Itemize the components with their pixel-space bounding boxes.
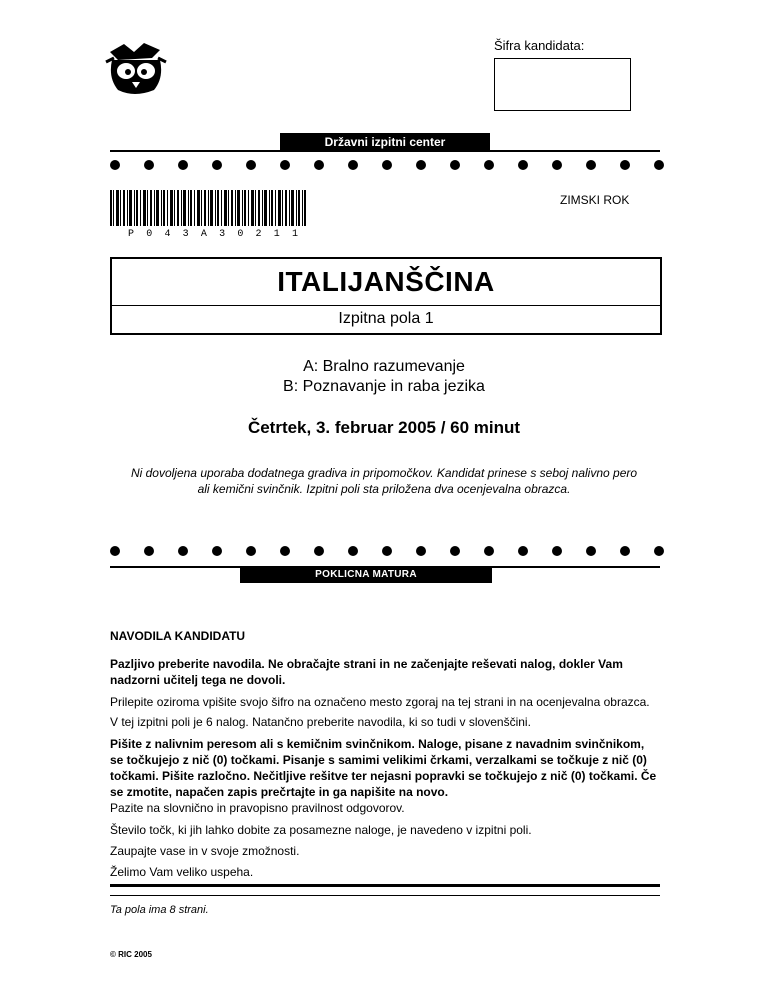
- instruction-paragraph: Prilepite oziroma vpišite svojo šifro na označeno mesto zgoraj na tej strani in na ocenjevalna obrazca.: [110, 695, 650, 709]
- exam-note-line: Ni dovoljena uporaba dodatnega gradiva in pripomočkov. Kandidat prinese s seboj nalivno pero: [130, 466, 638, 480]
- barcode-icon: [110, 190, 306, 226]
- instruction-paragraph: Želimo Vam veliko uspeha.: [110, 865, 254, 879]
- exam-session-label: ZIMSKI ROK: [560, 193, 630, 207]
- copyright: © RIC 2005: [110, 950, 152, 959]
- dot-row-bottom: [109, 545, 665, 557]
- exam-subtitle: Izpitna pola 1: [338, 310, 434, 327]
- barcode-digit: 0: [237, 229, 244, 240]
- instruction-paragraph: Pazite na slovnično in pravopisno pravilnost odgovorov.: [110, 801, 405, 815]
- exam-date: Četrtek, 3. februar 2005 / 60 minut: [247, 418, 521, 437]
- page-count-note: Ta pola ima 8 strani.: [110, 904, 209, 916]
- dot-row-top: [109, 159, 665, 171]
- instruction-paragraph: Pišite z nalivnim peresom ali s kemičnim svinčnikom. Naloge, pisane z navadnim svinčnikom, se točkujejo z nič (0) točkami. Pisanje s samimi velikimi črkami, verzalkami se točkuje z nič (0) točkami. Pišite razločno. Nečitljive rešitve ter nejasni popravki se točkujejo z nič (0) točkami. Če se zmotite, napačen zapis prečrtajte in ga napišite na novo.: [110, 737, 657, 799]
- exam-title: ITALIJANŠČINA: [277, 266, 495, 297]
- matura-label: POKLICNA MATURA: [240, 566, 492, 583]
- instruction-paragraph: V tej izpitni poli je 6 nalog. Natančno preberite navodila, ki so tudi v slovenščini.: [110, 715, 531, 729]
- title-divider: [112, 305, 660, 306]
- candidate-code-label: Šifra kandidata:: [494, 38, 585, 53]
- part-a-label: A: Bralno razumevanje: [303, 358, 465, 375]
- barcode-digit: P: [128, 229, 135, 240]
- exam-note-line: ali kemični svinčnik. Izpitni poli sta priložena dva ocenjevalna obrazca.: [197, 482, 571, 496]
- instructions-heading: NAVODILA KANDIDATU: [110, 629, 246, 643]
- ric-owl-logo-icon: [104, 38, 168, 96]
- title-box: [110, 257, 662, 335]
- candidate-code-box[interactable]: [494, 58, 631, 111]
- barcode-digit: 3: [219, 229, 226, 240]
- barcode-digits: [128, 229, 298, 240]
- barcode-digit: 1: [273, 229, 280, 240]
- part-b-label: B: Poznavanje in raba jezika: [283, 378, 485, 395]
- instruction-paragraph: Zaupajte vase in v svoje zmožnosti.: [110, 844, 300, 858]
- barcode-digit: 4: [164, 229, 171, 240]
- footer-rule-thin: [110, 895, 660, 896]
- footer-rule-thick: [110, 884, 660, 887]
- instruction-paragraph: Število točk, ki jih lahko dobite za posamezne naloge, je navedeno v izpitni poli.: [110, 823, 532, 837]
- barcode-digit: 0: [146, 229, 153, 240]
- exam-note: [120, 465, 648, 497]
- barcode-digit: A: [200, 229, 207, 240]
- barcode-digit: 1: [291, 229, 298, 240]
- institution-label: Državni izpitni center: [280, 133, 490, 151]
- instruction-paragraph: Pazljivo preberite navodila. Ne obračajte strani in ne začenjajte reševati nalog, dokler Vam nadzorni učitelj tega ne dovoli.: [110, 657, 623, 687]
- barcode-digit: 2: [255, 229, 262, 240]
- barcode-digit: 3: [182, 229, 189, 240]
